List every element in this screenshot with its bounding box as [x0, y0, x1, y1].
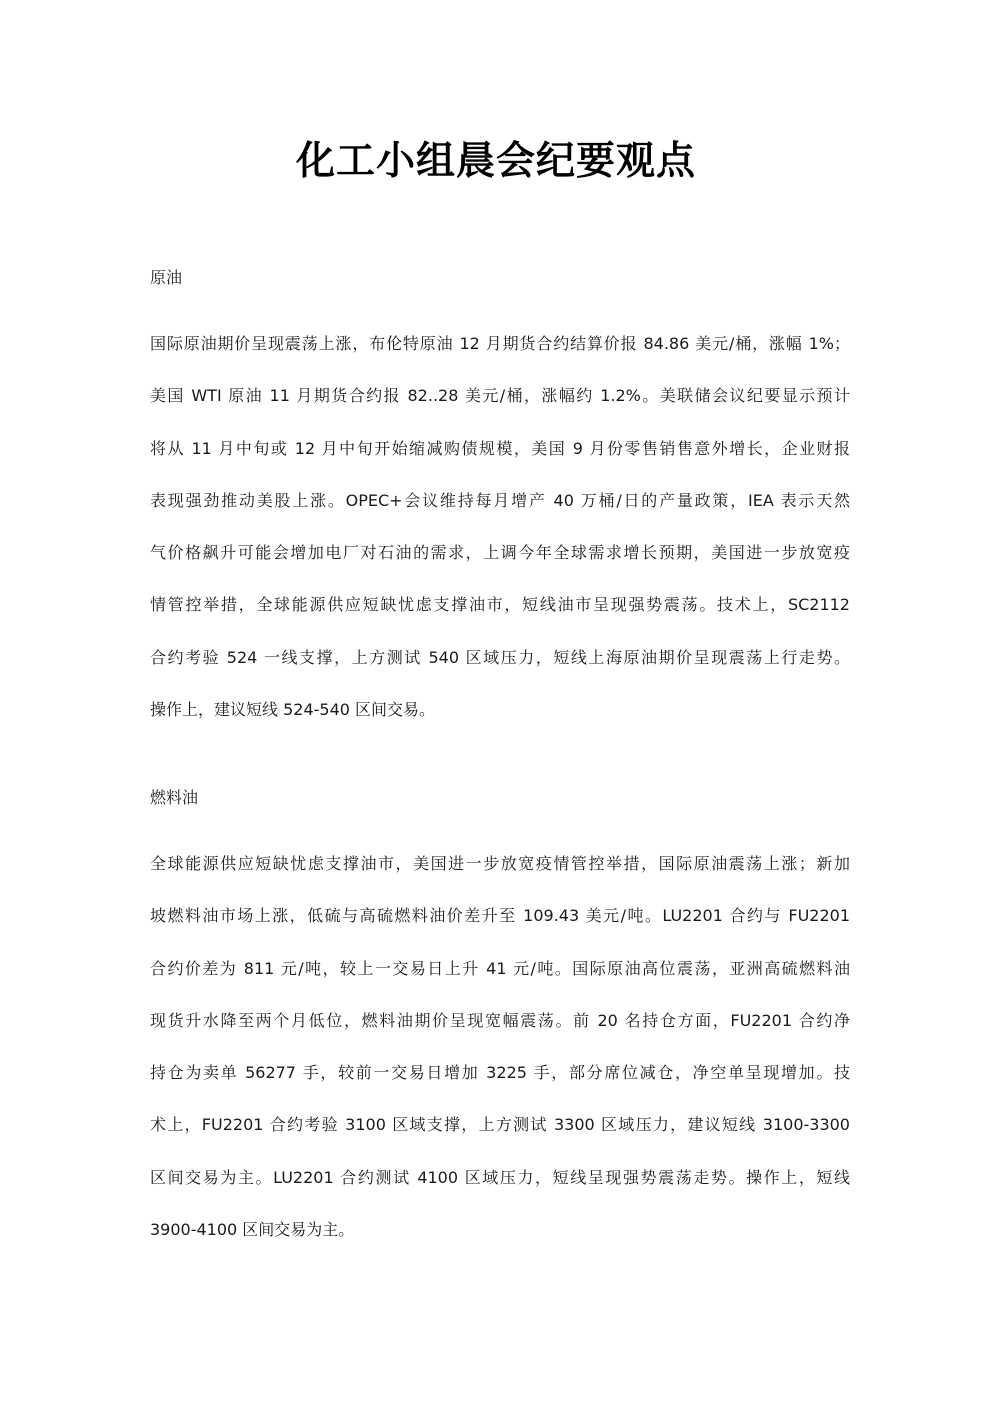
- section-fuel-oil: [150, 786, 850, 1256]
- paragraph-line: 情管控举措，全球能源供应短缺忧虑支撑油市，短线油市呈现强势震荡。技术上，SC2112: [150, 595, 850, 615]
- paragraph-line: 国际原油期价呈现震荡上涨，布伦特原油 12 月期货合约结算价报 84.86 美元/桶，涨幅 1%；: [150, 334, 850, 353]
- section-heading: 燃料油: [150, 788, 199, 807]
- paragraph-line: 表现强劲推动美股上涨。OPEC+会议维持每月增产 40 万桶/日的产量政策，IEA 表示天然: [150, 490, 850, 510]
- paragraph-line: 将从 11 月中旬或 12 月中旬开始缩减购债规模，美国 9 月份零售销售意外增长，企业财报: [150, 438, 850, 458]
- paragraph-line: 合约价差为 811 元/吨，较上一交易日上升 41 元/吨。国际原油高位震荡，亚洲高硫燃料油: [150, 958, 850, 978]
- page-title: 化工小组晨会纪要观点: [295, 139, 696, 184]
- paragraph-line: 3900-4100 区间交易为主。: [150, 1220, 355, 1240]
- paragraph-line: 美国 WTI 原油 11 月期货合约报 82..28 美元/桶，涨幅约 1.2%。美联储会议纪要显示预计: [150, 386, 850, 406]
- section-paragraph: [150, 838, 850, 1256]
- paragraph-line: 区间交易为主。LU2201 合约测试 4100 区域压力，短线呈现强势震荡走势。操作上，短线: [150, 1167, 850, 1187]
- paragraph-line: 持仓为卖单 56277 手，较前一交易日增加 3225 手，部分席位减仓，净空单呈现增加。技: [150, 1063, 850, 1083]
- paragraph-line: 操作上，建议短线 524-540 区间交易。: [150, 700, 436, 720]
- section-crude-oil: [150, 266, 850, 736]
- paragraph-line: 合约考验 524 一线支撑，上方测试 540 区域压力，短线上海原油期价呈现震荡上行走势。: [150, 647, 850, 667]
- paragraph-line: 术上，FU2201 合约考验 3100 区域支撑，上方测试 3300 区域压力，建议短线 3100-3300: [150, 1115, 850, 1135]
- section-heading: 原油: [150, 268, 183, 287]
- paragraph-line: 气价格飙升可能会增加电厂对石油的需求，上调今年全球需求增长预期，美国进一步放宽疫: [150, 543, 850, 563]
- paragraph-line: 全球能源供应短缺忧虑支撑油市，美国进一步放宽疫情管控举措，国际原油震荡上涨；新加: [150, 854, 850, 873]
- paragraph-line: 坡燃料油市场上涨，低硫与高硫燃料油价差升至 109.43 美元/吨。LU2201 合约与 FU2201: [150, 906, 850, 926]
- section-paragraph: [150, 318, 850, 736]
- paragraph-line: 现货升水降至两个月低位，燃料油期价呈现宽幅震荡。前 20 名持仓方面，FU2201 合约净: [150, 1010, 850, 1030]
